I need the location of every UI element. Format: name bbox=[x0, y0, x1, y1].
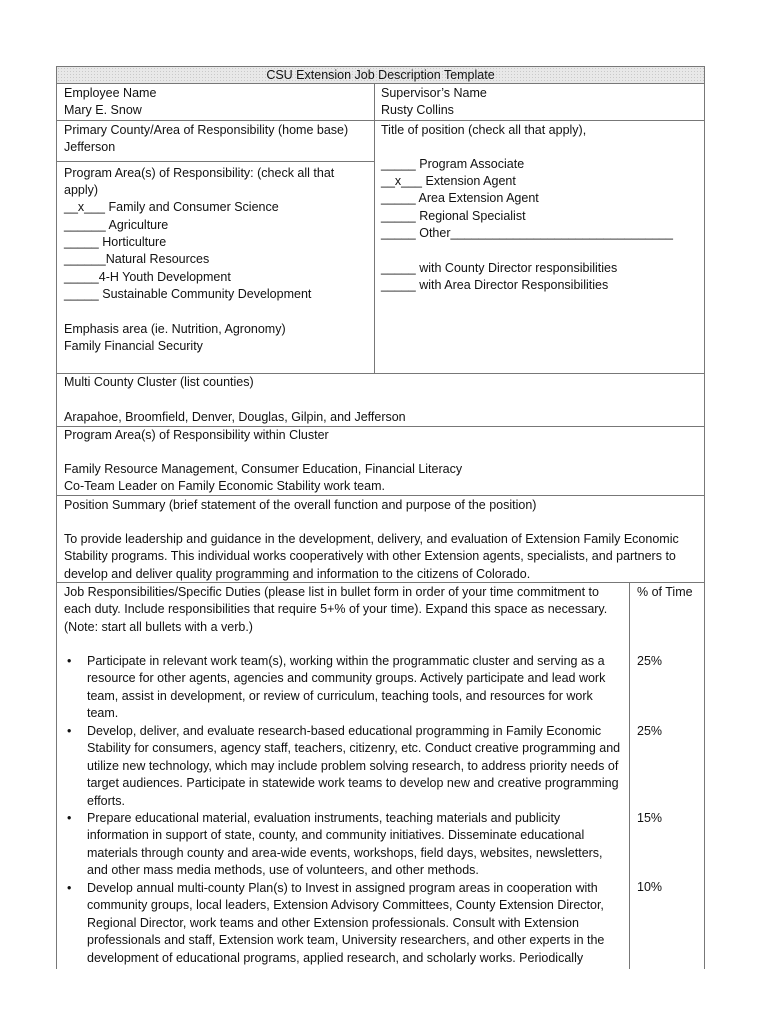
supervisor-name-label: Supervisor’s Name bbox=[381, 86, 487, 100]
duty-percent: 25% bbox=[637, 654, 663, 668]
summary-text: To provide leadership and guidance in the development, delivery, and evaluation of Extension Family Economic Stability programs. This individual works cooperatively with other Extension agents, specialists, and partners to develop and deliver quality programming and information to the citizens of Colorado. bbox=[64, 532, 679, 581]
county-value: Jefferson bbox=[64, 140, 116, 154]
position-other: _____ Other________________________________ bbox=[381, 226, 673, 240]
position-area-extension-agent: _____ Area Extension Agent bbox=[381, 191, 539, 205]
duties-list bbox=[65, 653, 625, 969]
duty-item bbox=[65, 810, 625, 880]
summary-label: Position Summary (brief statement of the overall function and purpose of the position) bbox=[64, 498, 537, 512]
duty-text: Develop annual multi-county Plan(s) to Invest in assigned program areas in cooperation with community groups, local leaders, Extension Advisory Committees, County Extension Director, Regional Director, work teams and other Extension professionals. Consult with Extension professionals and staff, Extension work team, University researchers, and other experts in the development of educational programs, applied research, and scholarly works. Periodically bbox=[87, 881, 605, 965]
county-director-option: _____ with County Director responsibilities bbox=[381, 261, 618, 275]
program-area-sustainable: _____ Sustainable Community Development bbox=[64, 287, 312, 301]
program-area-agriculture: ______ Agriculture bbox=[64, 218, 169, 232]
column-divider bbox=[374, 83, 375, 373]
program-area-natural-resources: ______Natural Resources bbox=[64, 252, 210, 266]
divider bbox=[57, 83, 704, 84]
divider bbox=[57, 161, 374, 162]
bullet-icon: • bbox=[67, 724, 72, 738]
duty-item bbox=[65, 653, 625, 723]
duty-percent: 25% bbox=[637, 724, 663, 738]
position-program-associate: _____ Program Associate bbox=[381, 157, 525, 171]
program-areas-label: Program Area(s) of Responsibility: (check all that bbox=[64, 166, 335, 180]
employee-name-label: Employee Name bbox=[64, 86, 157, 100]
cluster-label: Multi County Cluster (list counties) bbox=[64, 375, 254, 389]
cluster-program-label: Program Area(s) of Responsibility within Cluster bbox=[64, 428, 329, 442]
county-label: Primary County/Area of Responsibility (home base) bbox=[64, 123, 349, 137]
divider bbox=[57, 120, 704, 121]
duty-text: Develop, deliver, and evaluate research-based educational programming in Family Economic Stability for consumers, agency staff, teachers, citizenry, etc. Conduct creative programming and utilize new technology, which may include problem solving research, to address priority needs of target audiences. Participate in statewide work teams to develop new and creative programming efforts. bbox=[87, 724, 621, 808]
column-divider bbox=[629, 582, 630, 969]
duty-item bbox=[65, 880, 625, 969]
cluster-counties: Arapahoe, Broomfield, Denver, Douglas, Gilpin, and Jefferson bbox=[64, 410, 406, 424]
position-title-label: Title of position (check all that apply), bbox=[381, 123, 587, 137]
bullet-icon: • bbox=[67, 881, 72, 895]
cluster-program-areas: Family Resource Management, Consumer Education, Financial Literacy bbox=[64, 462, 463, 476]
bullet-icon: • bbox=[67, 654, 72, 668]
cluster-team-role: Co-Team Leader on Family Economic Stability work team. bbox=[64, 479, 385, 493]
position-extension-agent: __x___ Extension Agent bbox=[381, 174, 516, 188]
divider bbox=[57, 495, 704, 496]
program-area-fcs: __x___ Family and Consumer Science bbox=[64, 200, 279, 214]
employee-name-value: Mary E. Snow bbox=[64, 103, 142, 117]
duty-item bbox=[65, 723, 625, 810]
bullet-icon: • bbox=[67, 811, 72, 825]
duty-text: Participate in relevant work team(s), working within the programmatic cluster and serving as a resource for other agents, agencies and community groups. Actively participate and lead work team, assist in development, or review of curriculum, teaching tools, and resources for work team. bbox=[87, 654, 606, 721]
duty-text: Prepare educational material, evaluation instruments, teaching materials and publicity information in support of state, county, and community initiatives. Disseminate educational materials through county and area-wide events, workshops, field days, websites, newsletters, and other mass media methods, use of volunteers, and other methods. bbox=[87, 811, 603, 878]
area-director-option: _____ with Area Director Responsibilities bbox=[381, 278, 609, 292]
divider bbox=[57, 582, 704, 583]
duty-percent: 15% bbox=[637, 811, 663, 825]
position-regional-specialist: _____ Regional Specialist bbox=[381, 209, 526, 223]
duty-percent: 10% bbox=[637, 880, 663, 894]
percent-time-header: % of Time bbox=[637, 585, 693, 599]
duties-header: Job Responsibilities/Specific Duties (please list in bullet form in order of your time commitment to each duty. Include responsibilities that require 5+% of your time). Expand this space as necessary. (Note: start all bullets with a verb.) bbox=[64, 585, 608, 634]
program-areas-label-cont: apply) bbox=[64, 183, 99, 197]
form-title: CSU Extension Job Description Template bbox=[57, 67, 704, 83]
emphasis-value: Family Financial Security bbox=[64, 339, 203, 353]
supervisor-name-value: Rusty Collins bbox=[381, 103, 454, 117]
job-description-form bbox=[56, 66, 705, 969]
program-area-horticulture: _____ Horticulture bbox=[64, 235, 167, 249]
program-area-4h: _____4-H Youth Development bbox=[64, 270, 231, 284]
emphasis-label: Emphasis area (ie. Nutrition, Agronomy) bbox=[64, 322, 286, 336]
